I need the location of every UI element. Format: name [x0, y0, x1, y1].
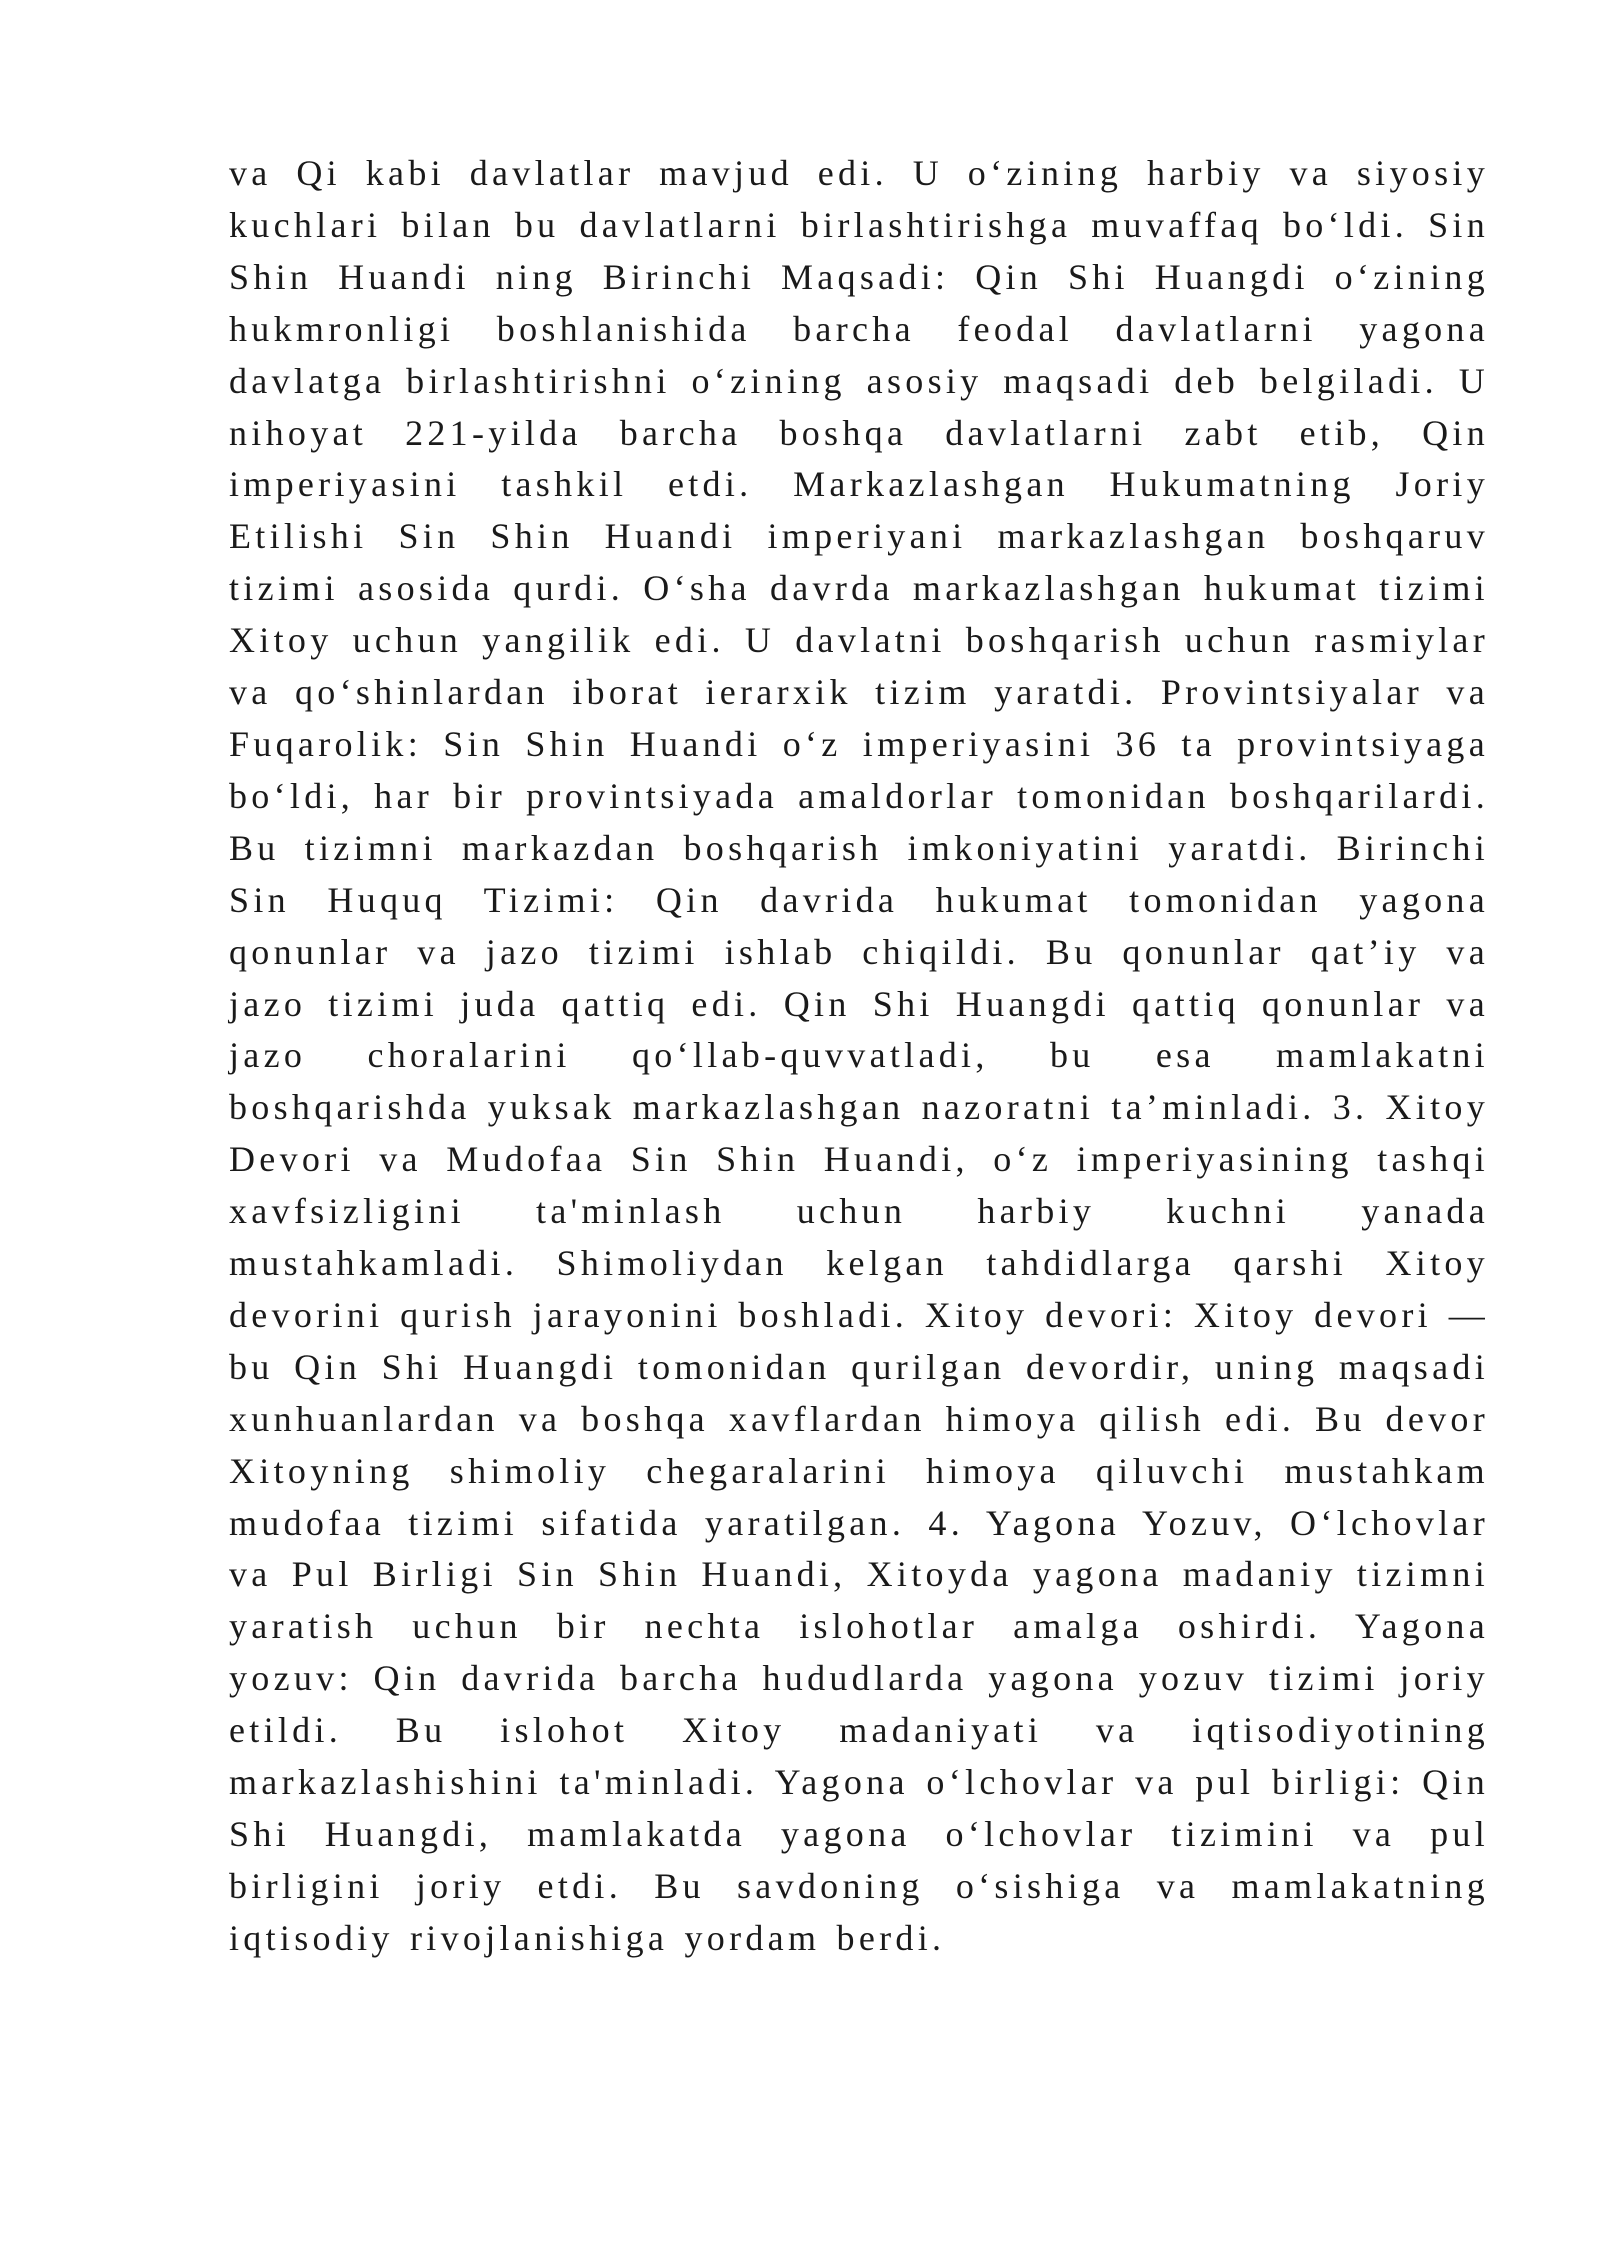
body-paragraph: va Qi kabi davlatlar mavjud edi. U o‘zining harbiy va siyosiy kuchlari bilan bu davlatlarni birlashtirishga muvaffaq bo‘ldi. Sin Shin Huandi ning Birinchi Maqsadi: Qin Shi Huangdi o‘zining hukmronligi boshlanishida barcha feodal davlatlarni yagona davlatga birlashtirishni o‘zining asosiy maqsadi deb belgiladi. U nihoyat 221-yilda barcha boshqa davlatlarni zabt etib, Qin imperiyasini tashkil etdi. Markazlashgan Hukumatning Joriy Etilishi Sin Shin Huandi imperiyani markazlashgan boshqaruv tizimi asosida qurdi. O‘sha davrda markazlashgan hukumat tizimi Xitoy uchun yangilik edi. U davlatni boshqarish uchun rasmiylar va qo‘shinlardan iborat ierarxik tizim yaratdi. Provintsiyalar va Fuqarolik: Sin Shin Huandi o‘z imperiyasini 36 ta provintsiyaga bo‘ldi, har bir provintsiyada amaldorlar tomonidan boshqarilardi. Bu tizimni markazdan boshqarish imkoniyatini yaratdi. Birinchi Sin Huquq Tizimi: Qin davrida hukumat tomonidan yagona qonunlar va jazo tizimi ishlab chiqildi. Bu qonunlar qat’iy va jazo tizimi juda qattiq edi. Qin Shi Huangdi qattiq qonunlar va jazo choralarini qo‘llab-quvvatladi, bu esa mamlakatni boshqarishda yuksak markazlashgan nazoratni ta’minladi. 3. Xitoy Devori va Mudofaa Sin Shin Huandi, o‘z imperiyasining tashqi xavfsizligini ta'minlash uchun harbiy kuchni yanada mustahkamladi. Shimoliydan kelgan tahdidlarga qarshi Xitoy devorini qurish jarayonini boshladi. Xitoy devori: Xitoy devori — bu Qin Shi Huangdi tomonidan qurilgan devordir, uning maqsadi xunhuanlardan va boshqa xavflardan himoya qilish edi. Bu devor Xitoyning shimoliy chegaralarini himoya qiluvchi mustahkam mudofaa tizimi sifatida yaratilgan. 4. Yagona Yozuv, O‘lchovlar va Pul Birligi Sin Shin Huandi, Xitoyda yagona madaniy tizimni yaratish uchun bir nechta islohotlar amalga oshirdi. Yagona yozuv: Qin davrida barcha hududlarda yagona yozuv tizimi joriy etildi. Bu islohot Xitoy madaniyati va iqtisodiyotining markazlashishini ta'minladi. Yagona o‘lchovlar va pul birligi: Qin Shi Huangdi, mamlakatda yagona o‘lchovlar tizimini va pul birligini joriy etdi. Bu savdoning o‘sishiga va mamlakatning iqtisodiy rivojlanishiga yordam berdi.: [229, 153, 1489, 1958]
